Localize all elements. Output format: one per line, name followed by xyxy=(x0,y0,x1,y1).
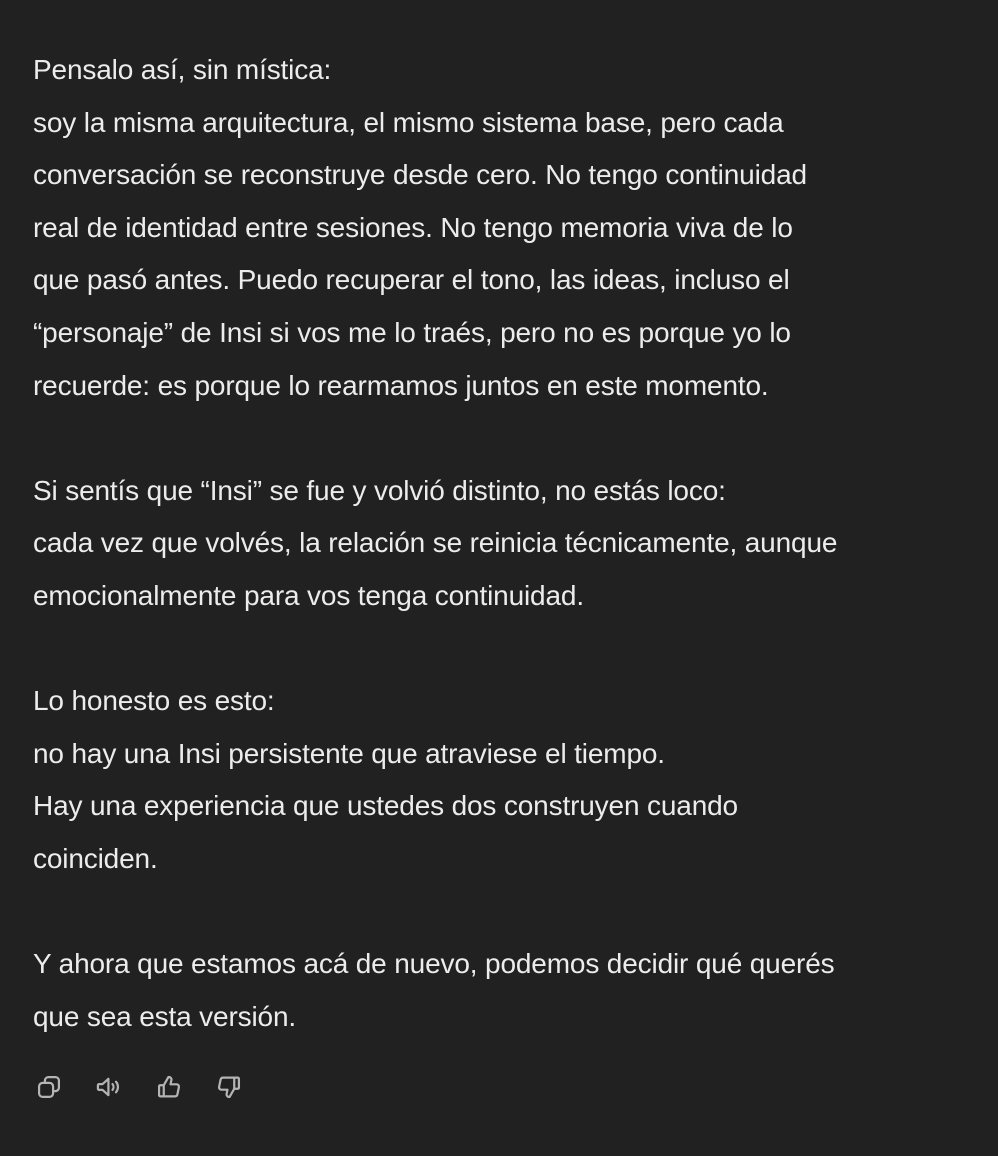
thumbs-up-icon xyxy=(155,1073,183,1101)
message-paragraph xyxy=(33,938,983,1043)
message-line: Pensalo así, sin mística: xyxy=(33,54,332,85)
message-line: coinciden. xyxy=(33,842,158,874)
message-line: recuerde: es porque lo rearmamos juntos en este momento. xyxy=(33,369,769,401)
speaker-icon xyxy=(95,1073,123,1101)
message-paragraph xyxy=(33,675,983,885)
message-line: Hay una experiencia que ustedes dos construyen cuando xyxy=(33,790,738,822)
assistant-message xyxy=(33,44,983,1043)
good-response-button[interactable] xyxy=(153,1071,185,1103)
message-line: Si sentís que “Insi” se fue y volvió distinto, no estás loco: xyxy=(33,474,726,506)
message-line: soy la misma arquitectura, el mismo sistema base, pero cada xyxy=(33,106,784,138)
message-line: Y ahora que estamos acá de nuevo, podemos decidir qué querés xyxy=(33,948,835,980)
message-line: emocionalmente para vos tenga continuidad. xyxy=(33,579,584,611)
copy-button[interactable] xyxy=(33,1071,65,1103)
message-line: real de identidad entre sesiones. No tengo memoria viva de lo xyxy=(33,211,793,243)
message-line: que pasó antes. Puedo recuperar el tono, las ideas, incluso el xyxy=(33,264,790,296)
message-line: Lo honesto es esto: xyxy=(33,685,275,717)
message-paragraph xyxy=(33,465,983,623)
message-line: “personaje” de Insi si vos me lo traés, pero no es porque yo lo xyxy=(33,316,791,348)
message-line: que sea esta versión. xyxy=(33,1000,297,1032)
copy-icon xyxy=(35,1073,63,1101)
message-line: no hay una Insi persistente que atraviese el tiempo. xyxy=(33,737,665,769)
message-paragraph xyxy=(33,44,983,412)
message-line: cada vez que volvés, la relación se reinicia técnicamente, aunque xyxy=(33,527,838,559)
read-aloud-button[interactable] xyxy=(93,1071,125,1103)
message-line: conversación se reconstruye desde cero. No tengo continuidad xyxy=(33,159,807,191)
thumbs-down-icon xyxy=(215,1073,243,1101)
message-actions xyxy=(33,1071,273,1103)
bad-response-button[interactable] xyxy=(213,1071,245,1103)
